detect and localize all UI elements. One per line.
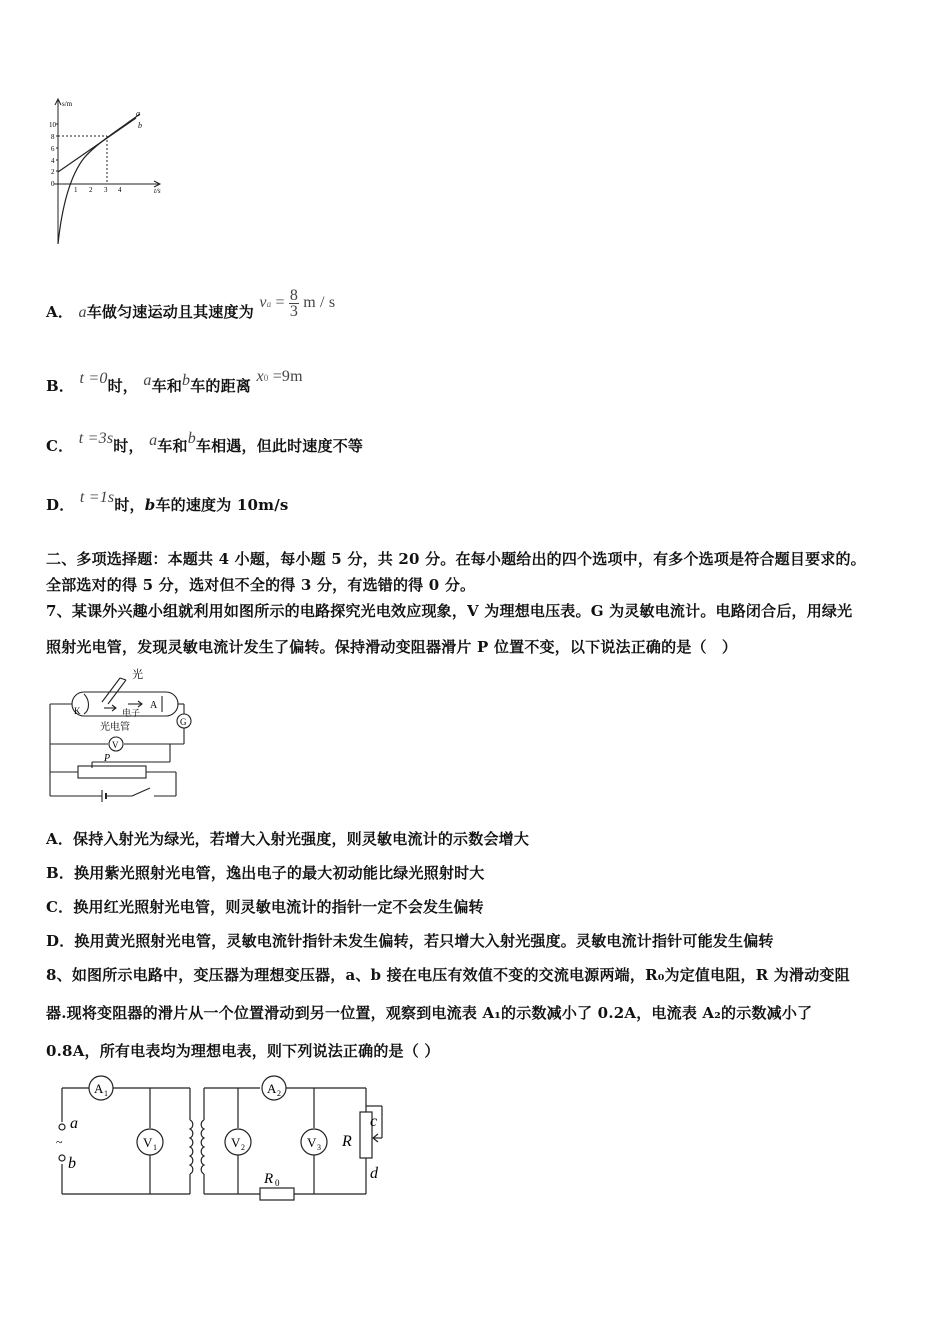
y-axis-label: s/m — [62, 100, 73, 108]
ac-symbol: ~ — [56, 1135, 63, 1149]
option-a: A． a车做匀速运动且其速度为 va = $\frac{8}{3}$ m / s — [46, 287, 336, 322]
x-tick: 2 — [89, 186, 93, 194]
x-tick: 4 — [118, 186, 122, 194]
label-r0: R — [264, 1171, 274, 1187]
label-v1: V — [143, 1135, 153, 1150]
label-r0-sub: 0 — [275, 1178, 280, 1188]
y-tick: 8 — [51, 133, 55, 141]
y-tick: 0 — [51, 180, 55, 188]
y-tick: 4 — [51, 157, 55, 165]
section-heading-line2: 全部选对的得 5 分，选对但不全的得 3 分，有选错的得 0 分。 — [46, 576, 476, 594]
label-v2-sub: 2 — [241, 1143, 245, 1152]
label-a2: A — [267, 1081, 277, 1096]
label-r: R — [342, 1133, 352, 1150]
terminal-a: a — [70, 1115, 78, 1132]
y-tick: 6 — [51, 145, 55, 153]
label-a: A — [150, 700, 158, 711]
photoelectric-circuit — [46, 664, 196, 804]
option-c: C． t =3s时， a车和b车相遇，但此时速度不等 — [46, 430, 364, 455]
q8-stem: 8、如图所示电路中，变压器为理想变压器，a、b 接在电压有效值不变的交流电源两端，R₀为定值电阻，R 为滑动变阻 — [46, 966, 850, 984]
label-a1-sub: 1 — [104, 1089, 108, 1098]
label-v3: V — [307, 1135, 317, 1150]
label-k: K — [74, 706, 81, 716]
transformer-circuit — [52, 1072, 392, 1206]
curve-label-a: a — [136, 109, 140, 118]
light-label: 光 — [132, 669, 143, 681]
option-b: B． t =0时， a车和b车的距离 x0 =9m — [46, 368, 303, 395]
y-tick: 10 — [49, 121, 56, 129]
label-v1-sub: 1 — [153, 1143, 157, 1152]
x-axis-label: t/s — [154, 187, 161, 195]
label-g: G — [180, 717, 187, 727]
q7-option-a: A．保持入射光为绿光，若增大入射光强度，则灵敏电流计的示数会增大 — [46, 830, 530, 848]
electron-label: 电子 — [122, 708, 141, 718]
label-a1: A — [94, 1081, 104, 1096]
curve-a — [58, 114, 140, 244]
x-tick: 3 — [104, 186, 108, 194]
tube-label: 光电管 — [100, 722, 130, 733]
label-d: d — [370, 1165, 378, 1182]
curve-label-b: b — [138, 121, 142, 130]
line-b — [58, 118, 136, 172]
resistor-r0 — [260, 1188, 294, 1200]
q7-stem-line2: 照射光电管，发现灵敏电流计发生了偏转。保持滑动变阻器滑片 P 位置不变，以下说法正确的是（ ） — [46, 638, 738, 656]
st-graph — [48, 96, 173, 248]
y-tick: 2 — [51, 168, 55, 176]
terminal-b: b — [68, 1155, 76, 1172]
x-tick: 1 — [74, 186, 78, 194]
label-v3-sub: 3 — [317, 1143, 321, 1152]
q7-option-b: B．换用紫光照射光电管，逸出电子的最大初动能比绿光照射时大 — [46, 864, 485, 882]
label-v2: V — [231, 1135, 241, 1150]
section-heading: 二、多项选择题：本题共 4 小题，每小题 5 分，共 20 分。在每小题给出的四个选项中，有多个选项是符合题目要求的。 — [46, 550, 866, 568]
q7-option-c: C．换用红光照射光电管，则灵敏电流计的指针一定不会发生偏转 — [46, 898, 484, 916]
label-v: V — [112, 740, 119, 750]
label-a2-sub: 2 — [277, 1089, 281, 1098]
q8-stem-line2: 器.现将变阻器的滑片从一个位置滑动到另一位置，观察到电流表 A₁的示数减小了 0.2A，电流表 A₂的示数减小了 — [46, 1004, 813, 1022]
option-d: D． t =1s时，b车的速度为 10m/s — [46, 489, 289, 514]
q7-option-d: D．换用黄光照射光电管，灵敏电流针指针未发生偏转，若只增大入射光强度。灵敏电流计指针可能发生偏转 — [46, 932, 774, 950]
q8-stem-line3: 0.8A，所有电表均为理想电表，则下列说法正确的是（ ） — [46, 1042, 440, 1060]
q7-stem: 7、某课外兴趣小组就利用如图所示的电路探究光电效应现象，V 为理想电压表。G 为灵敏电流计。电路闭合后，用绿光 — [46, 602, 853, 620]
label-p: P — [104, 753, 111, 764]
label-c: c — [370, 1113, 378, 1130]
